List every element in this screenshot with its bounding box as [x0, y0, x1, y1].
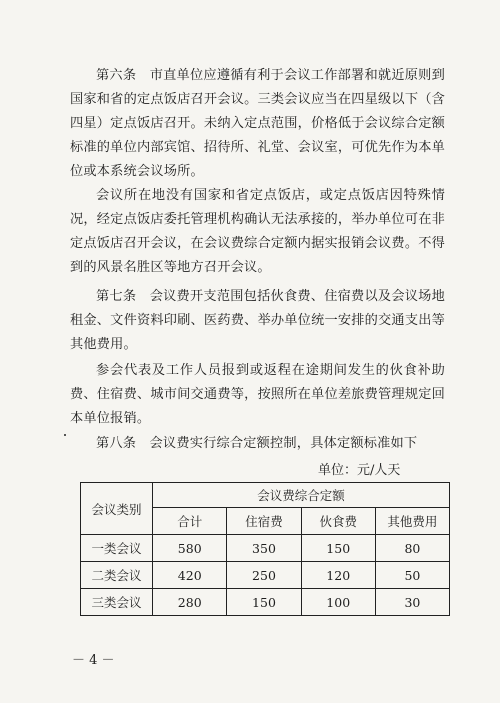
travel-reimbursement-paragraph: 参会代表及工作人员报到或返程在途期间发生的伙食补助费、住宿费、城市间交通费等，按照所在单位差旅费管理规定回本单位报销。 — [70, 363, 445, 426]
table-row — [81, 589, 450, 616]
table-cell: 150 — [227, 589, 301, 616]
table-cell: 150 — [301, 535, 375, 562]
group-header: 会议费综合定额 — [153, 483, 450, 508]
column-header: 伙食费 — [301, 508, 375, 535]
table-cell: 580 — [153, 535, 227, 562]
table-cell: 250 — [227, 562, 301, 589]
article-7-paragraph: 第七条 会议费开支范围包括伙食费、住宿费以及会议场地租金、文件资料印刷、医药费、举办单位统一安排的交通支出等其他费用。 — [70, 289, 445, 352]
table-header-row — [81, 483, 450, 508]
row-category: 二类会议 — [81, 562, 153, 589]
page-speck — [64, 434, 66, 436]
non-designated-hotel-paragraph: 会议所在地没有国家和省定点饭店，或定点饭店因特殊情况，经定点饭店委托管理机构确认无法承接的，举办单位可在非定点饭店召开会议，在会议费综合定额内据实报销会议费。不得到的风景名胜区等地方召开会议。 — [70, 188, 445, 275]
table-cell: 80 — [375, 535, 449, 562]
table-cell: 420 — [153, 562, 227, 589]
page-number: － 4 － — [72, 653, 115, 668]
article-8-paragraph: 第八条 会议费实行综合定额控制，具体定额标准如下 — [96, 436, 418, 451]
table-cell: 30 — [375, 589, 449, 616]
column-header: 合计 — [153, 508, 227, 535]
category-header: 会议类别 — [81, 483, 153, 535]
table-cell: 50 — [375, 562, 449, 589]
table-cell: 100 — [301, 589, 375, 616]
table-cell: 120 — [301, 562, 375, 589]
column-header: 住宿费 — [227, 508, 301, 535]
unit-label: 单位：元/人天 — [318, 463, 401, 478]
row-category: 一类会议 — [81, 535, 153, 562]
table-cell: 350 — [227, 535, 301, 562]
table-cell: 280 — [153, 589, 227, 616]
column-header: 其他费用 — [375, 508, 449, 535]
row-category: 三类会议 — [81, 589, 153, 616]
table-row — [81, 562, 450, 589]
article-6-paragraph: 第六条 市直单位应遵循有利于会议工作部署和就近原则到国家和省的定点饭店召开会议。三类会议应当在四星级以下（含四星）定点饭店召开。未纳入定点范围，价格低于会议综合定额标准的单位内部宾馆、招待所、礼堂、会议室，可优先作为本单位或本系统会议场所。 — [70, 68, 445, 179]
meeting-fee-table — [80, 482, 450, 616]
table-row — [81, 535, 450, 562]
